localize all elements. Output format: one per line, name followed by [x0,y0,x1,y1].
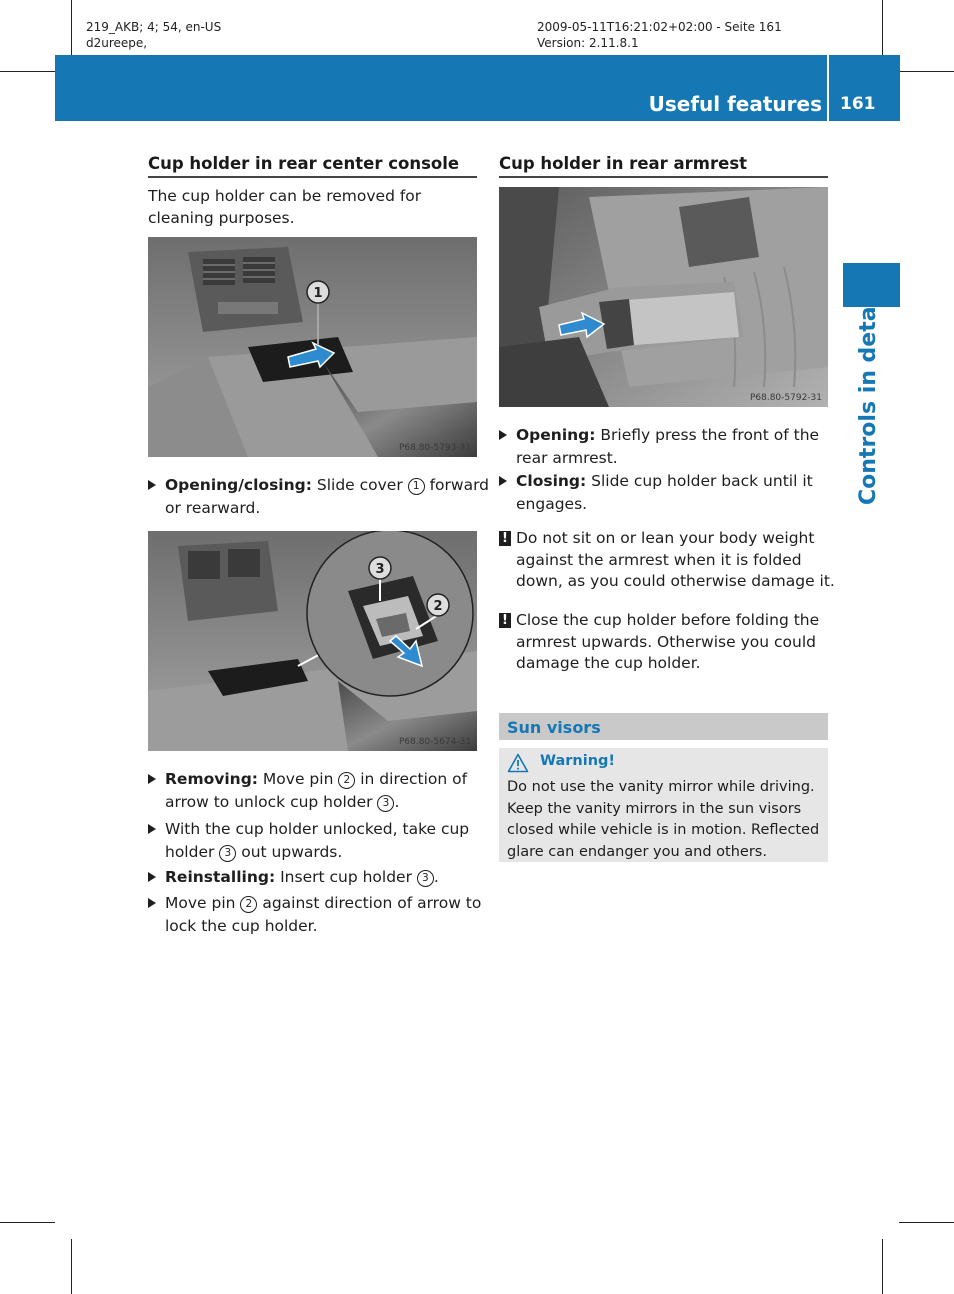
step-text: out upwards. [236,843,343,861]
print-meta-right-line2: Version: 2.11.8.1 [537,36,639,50]
step-label: Closing: [516,472,587,490]
bullet-arrow-icon [148,480,156,490]
ref-circle: 3 [219,845,236,862]
crop-mark [0,1222,55,1223]
crop-mark [882,0,883,55]
photo-rear-armrest [499,187,828,407]
step-armrest-opening [499,424,845,470]
warning-title: Warning! [540,753,616,769]
image-code: P68.80-5793-31 [398,443,471,453]
bullet-arrow-icon [148,898,156,908]
note-text: Do not sit on or lean your body weight against the armrest when it is folded down, as you could otherwise damage it. [516,529,835,590]
warning-text: Do not use the vanity mirror while driving. Keep the vanity mirrors in the sun visors closed while vehicle is in motion. Reflected glare can endanger you and others. [507,779,820,860]
step-removing [148,768,494,814]
step-text: With the cup holder unlocked, take cup holder [165,820,470,861]
ref-circle: 3 [417,870,434,887]
print-meta-right [537,19,782,51]
heading-center-console: Cup holder in rear center console [148,154,460,173]
warning-triangle-icon [507,753,529,773]
ref-circle: 3 [377,795,394,812]
step-text: . [433,868,439,886]
photo-cup-holder-pin [148,531,477,751]
step-text: Slide cover [311,476,408,494]
step-label: Reinstalling: [165,868,276,886]
intro-paragraph: The cup holder can be removed for cleaning purposes. [148,187,422,227]
exclamation-icon: ! [499,531,511,546]
step-reinstalling [148,866,494,889]
crop-mark [71,1239,72,1294]
step-text: . [394,793,400,811]
note-armrest-damage [499,528,845,593]
step-lock-pin [148,892,494,938]
note-close-cup-holder [499,610,845,675]
step-text: Move pin [258,770,339,788]
image-code: P68.80-5674-31 [398,737,471,747]
step-text: Slide cup holder back until it engages. [516,472,813,513]
side-tab-label: Controls in detail [856,291,881,505]
photo-cup-holder-pin-art [148,531,477,751]
heading-rear-armrest: Cup holder in rear armrest [499,154,748,173]
ref-circle: 1 [408,478,425,495]
crop-mark [899,71,954,72]
photo-center-console-cover-art [148,237,477,457]
crop-mark [899,1222,954,1223]
heading-rule [499,176,828,178]
step-text: Briefly press the front of the rear armrest. [516,426,820,467]
step-text: in direction of arrow to unlock cup holder [165,770,468,811]
crop-mark [71,0,72,55]
step-label: Opening/closing: [165,476,312,494]
step-text: Insert cup holder [275,868,417,886]
heading-rule [148,176,477,178]
callout-2: 2 [433,599,443,614]
crop-mark [0,71,55,72]
bullet-arrow-icon [148,824,156,834]
step-text: forward or rearward. [165,476,490,517]
photo-rear-armrest-art [499,187,828,407]
header-divider [827,55,829,121]
photo-center-console-cover [148,237,477,457]
bullet-arrow-icon [499,476,507,486]
bullet-arrow-icon [499,430,507,440]
image-code: P68.80-5792-31 [749,393,822,403]
exclamation-icon: ! [499,613,511,628]
step-label: Opening: [516,426,596,444]
print-meta-left [86,19,221,51]
ref-circle: 2 [338,772,355,789]
sun-visors-heading: Sun visors [507,718,601,737]
step-armrest-closing [499,470,845,516]
print-meta-right-line1: 2009-05-11T16:21:02+02:00 - Seite 161 [537,20,782,34]
print-meta-left-line2: d2ureepe, [86,36,148,50]
step-take-out [148,818,494,864]
note-text: Close the cup holder before folding the armrest upwards. Otherwise you could damage the cup holder. [516,611,820,672]
section-title: Useful features [648,92,822,116]
crop-mark [882,1239,883,1294]
step-label: Removing: [165,770,258,788]
ref-circle: 2 [240,896,257,913]
bullet-arrow-icon [148,872,156,882]
callout-1: 1 [313,286,323,301]
step-text: against direction of arrow to lock the cup holder. [165,894,482,935]
step-text: Move pin [165,894,241,912]
print-meta-left-line1: 219_AKB; 4; 54, en-US [86,20,222,34]
page-number: 161 [840,94,876,114]
step-opening-closing [148,474,494,520]
bullet-arrow-icon [148,774,156,784]
callout-3: 3 [375,562,385,577]
